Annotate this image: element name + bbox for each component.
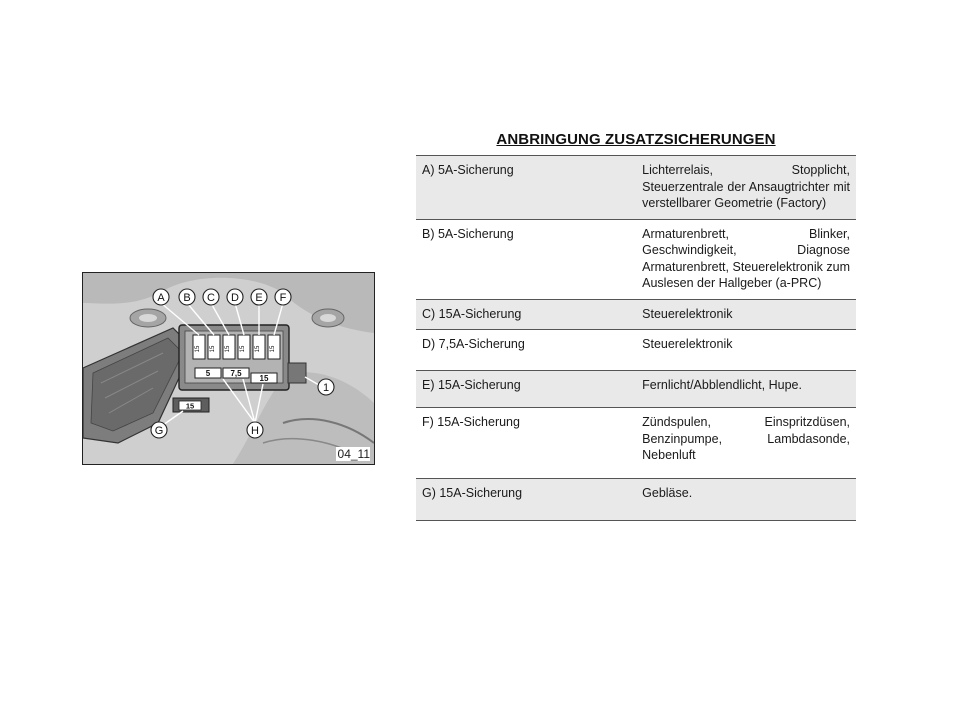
page-title: ANBRINGUNG ZUSATZSICHERUNGEN: [496, 131, 776, 148]
callout-1: 1: [322, 382, 330, 394]
fuse-h2-label: 7,5: [230, 369, 242, 378]
fuse-cell: A) 5A-Sicherung: [416, 156, 636, 220]
fuse-cell: C) 15A-Sicherung: [416, 299, 636, 330]
fuse-cell: E) 15A-Sicherung: [416, 370, 636, 408]
fuse-h1-label: 5: [205, 369, 211, 378]
fuse-label-2: 15: [210, 345, 216, 353]
figure-label: 04_11: [337, 447, 370, 461]
table-row: [416, 478, 856, 521]
fuse-label-1: 15: [195, 345, 201, 353]
fuse-label-4: 15: [240, 345, 246, 353]
fuse-cell: G) 15A-Sicherung: [416, 478, 636, 521]
callout-c: C: [207, 292, 215, 304]
callout-d: D: [231, 292, 239, 304]
table-row: [416, 370, 856, 408]
fuse-label-3: 15: [225, 345, 231, 353]
fuse-label-5: 15: [255, 345, 261, 353]
table-row: [416, 156, 856, 220]
fuse-cell: B) 5A-Sicherung: [416, 219, 636, 299]
description-cell: Lichterrelais, Stopplicht, Steuerzentrale der Ansaugtrichter mit verstellbarer Geometrie (Factory): [636, 156, 856, 220]
fuse-h3-label: 15: [259, 374, 269, 383]
description-cell: Fernlicht/Abblendlicht, Hupe.: [636, 370, 856, 408]
fuse-box-illustration: [83, 273, 374, 464]
table-row: [416, 408, 856, 479]
callout-h: H: [251, 425, 259, 437]
fuse-g-label: 15: [185, 401, 195, 411]
fuse-table: [416, 155, 856, 521]
fuse-cell: F) 15A-Sicherung: [416, 408, 636, 479]
description-cell: Zündspulen, Einspritzdüsen, Benzinpumpe, Lambdasonde, Nebenluft: [636, 408, 856, 479]
table-row: [416, 219, 856, 299]
callout-b: B: [183, 292, 191, 304]
fuse-cell: D) 7,5A-Sicherung: [416, 330, 636, 371]
callout-e: E: [255, 292, 263, 304]
description-cell: Gebläse.: [636, 478, 856, 521]
callout-f: F: [279, 292, 287, 304]
callout-g: G: [154, 425, 164, 437]
fuse-label-6: 15: [270, 345, 276, 353]
fuse-box-figure: [82, 272, 375, 465]
table-row: [416, 299, 856, 330]
callout-a: A: [157, 292, 165, 304]
description-cell: Armaturenbrett, Blinker, Geschwindigkeit, Diagnose Armaturenbrett, Steuerelektronik zum Auslesen der Hallgeber (a-PRC): [636, 219, 856, 299]
table-row: [416, 330, 856, 371]
description-cell: Steuerelektronik: [636, 330, 856, 371]
description-cell: Steuerelektronik: [636, 299, 856, 330]
